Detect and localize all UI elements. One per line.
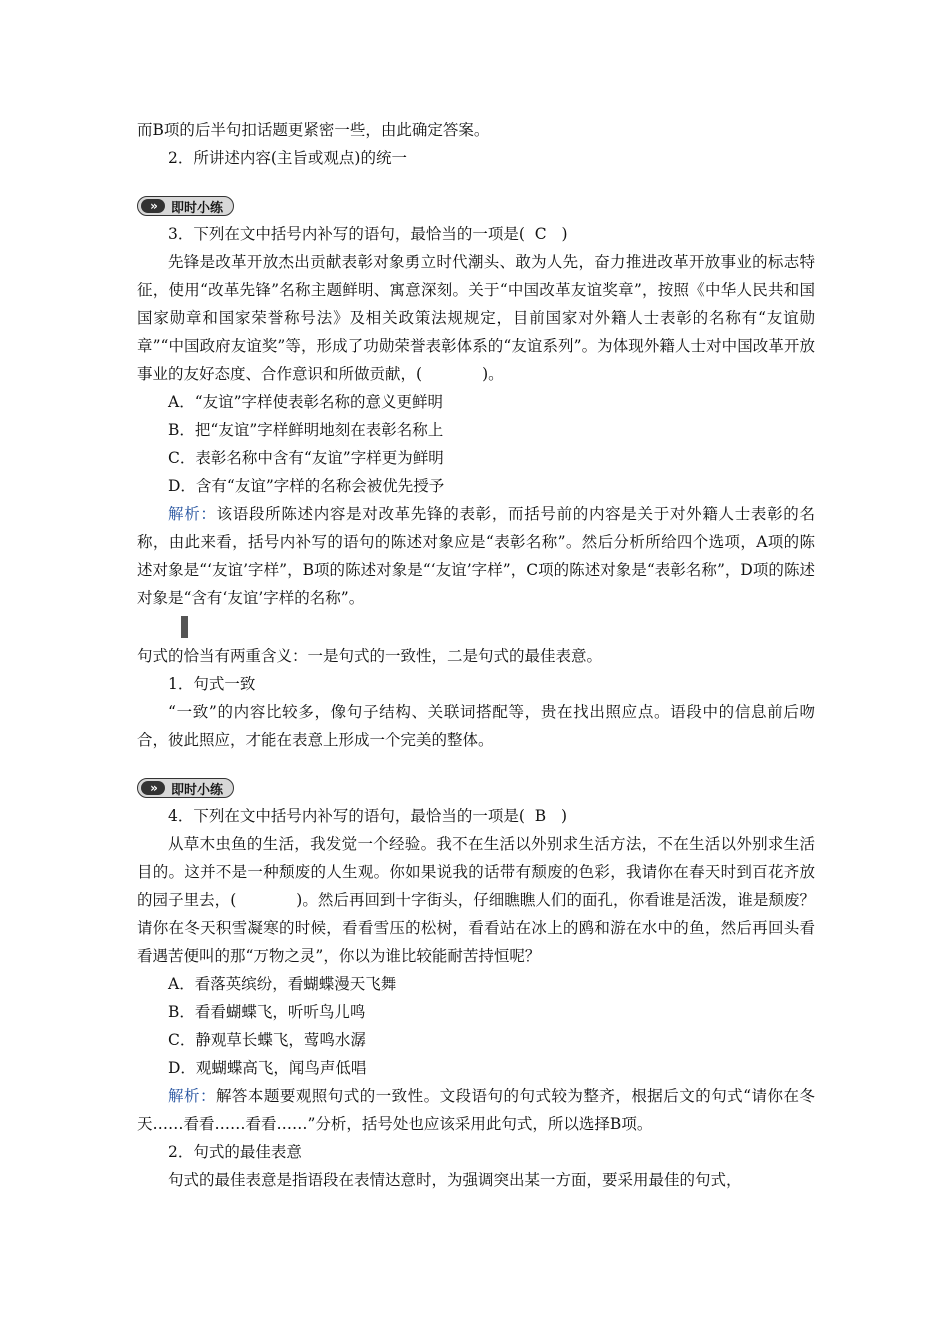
question-4-option-b: B．看看蝴蝶飞，听听鸟儿鸣 <box>168 1003 366 1021</box>
practice-badge-label: 即时小练 <box>171 200 224 216</box>
question-3-analysis: 解析：该语段所陈述内容是对改革先锋的表彰，而括号前的内容是关于对外籍人士表彰的名称，由此来看，括号内补写的语句的陈述对象应是“表彰名称”。然后分析所给四个选项，A项的陈述对象是“‘友谊’字样”，B项的陈述对象是“‘友谊’字样”，C项的陈述对象是“表彰名称”，D项的陈述对象是“含有‘友谊’字样的名称”。 <box>137 505 815 607</box>
question-3-option-c: C．表彰名称中含有“友谊”字样更为鲜明 <box>168 449 444 467</box>
question-3-option-b: B．把“友谊”字样鲜明地刻在表彰名称上 <box>168 421 444 439</box>
question-3-stem: 3．下列在文中括号内补写的语句，最恰当的一项是( C ) <box>168 225 568 243</box>
question-3-passage: 先锋是改革开放杰出贡献表彰对象勇立时代潮头、敢为人先，奋力推进改革开放事业的标志特征，使用“改革先锋”名称主题鲜明、寓意深刻。关于“中国改革友谊奖章”，按照《中华人民共和国国家勋章和国家荣誉称号法》及相关政策法规规定，目前国家对外籍人士表彰的名称有“友谊勋章”“中国政府友谊奖”等，形成了功勋荣誉表彰体系的“友谊系列”。为体现外籍人士对中国改革开放事业的友好态度、合作意识和所做贡献，( )。 <box>137 253 815 383</box>
analysis-label: 解析： <box>168 505 217 523</box>
section-heading-2: 2．句式的最佳表意 <box>168 1143 302 1161</box>
double-chevron-icon: » <box>141 199 165 213</box>
section-marker <box>181 616 188 638</box>
question-3-answer: C <box>534 225 547 243</box>
intro-line-2: 2．所讲述内容(主旨或观点)的统一 <box>168 149 407 167</box>
practice-badge-label: 即时小练 <box>171 782 224 798</box>
section-heading-1: 1．句式一致 <box>168 675 256 693</box>
intro-line-1: 而B项的后半句扣话题更紧密一些，由此确定答案。 <box>137 121 490 139</box>
question-4-option-a: A．看落英缤纷，看蝴蝶漫天飞舞 <box>168 975 397 993</box>
question-4-option-c: C．静观草长蝶飞，莺鸣水潺 <box>168 1031 366 1049</box>
question-4-passage: 从草木虫鱼的生活，我发觉一个经验。我不在生活以外别求生活方法，不在生活以外别求生活目的。这并不是一种颓废的人生观。你如果说我的话带有颓废的色彩，我请你在春天时到百花齐放的园子里去，( )。然后再回到十字街头，仔细瞧瞧人们的面孔，你看谁是活泼，谁是颓废？请你在冬天积雪凝寒的时候，看看雪压的松树，看看站在冰上的鸥和游在水中的鱼，然后再回头看看遇苦便叫的那“万物之灵”，你以为谁比较能耐苦持恒呢？ <box>137 835 815 965</box>
question-4-analysis: 解析：解答本题要观照句式的一致性。文段语句的句式较为整齐，根据后文的句式“请你在冬天……看看……看看……”分析，括号处也应该采用此句式，所以选择B项。 <box>137 1087 815 1133</box>
question-3-option-d: D．含有“友谊”字样的名称会被优先授予 <box>168 477 445 495</box>
document-body <box>137 116 815 1194</box>
question-4-option-d: D．观蝴蝶高飞，闻鸟声低唱 <box>168 1059 367 1077</box>
section-intro: 句式的恰当有两重含义：一是句式的一致性，二是句式的最佳表意。 <box>137 647 603 665</box>
question-4-answer: B <box>534 807 547 825</box>
section-paragraph-2: 句式的最佳表意是指语段在表情达意时，为强调突出某一方面，要采用最佳的句式， <box>168 1171 742 1189</box>
question-3-option-a: A．“友谊”字样使表彰名称的意义更鲜明 <box>168 393 444 411</box>
section-paragraph-1: “一致”的内容比较多，像句子结构、关联词搭配等，贵在找出照应点。语段中的信息前后吻合，彼此照应，才能在表意上形成一个完美的整体。 <box>137 703 815 749</box>
analysis-label: 解析： <box>168 1087 216 1105</box>
double-chevron-icon: » <box>141 781 165 795</box>
practice-badge <box>137 196 234 216</box>
question-4-stem: 4．下列在文中括号内补写的语句，最恰当的一项是( B ) <box>168 807 568 825</box>
practice-badge <box>137 778 234 798</box>
